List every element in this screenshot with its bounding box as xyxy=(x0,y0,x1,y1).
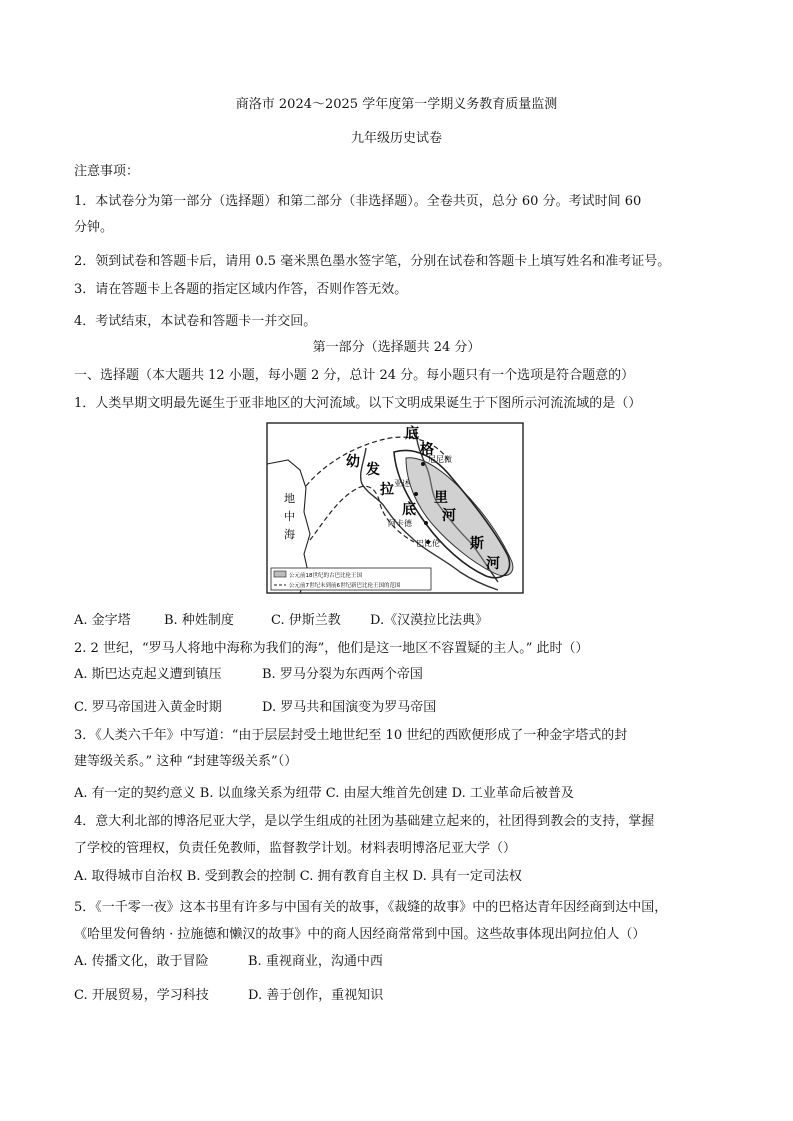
part1-heading: 第一部分（选择题共 24 分） xyxy=(312,340,481,355)
legend-label-new: 公元前7世纪末到前6世纪新巴比伦王国的范围 xyxy=(289,583,401,589)
q1-option-d: D.《汉漠拉比法典》 xyxy=(370,613,489,628)
question-1-stem: 1．人类早期文明最先诞生于亚非地区的大河流域。以下文明成果诞生于下图所示河流流域的是（） xyxy=(74,396,642,411)
map-label-you: 幼 xyxy=(346,454,360,470)
city-marker xyxy=(414,492,418,496)
q2-option-a: A. 斯巴达克起义遭到镇压 xyxy=(74,667,222,682)
q2-option-d: D. 罗马共和国演变为罗马帝国 xyxy=(262,700,437,715)
question-4-stem: 4．意大利北部的博洛尼亚大学，是以学生组成的社团为基础建立起来的，社团得到教会的支持，掌握 xyxy=(74,814,655,829)
map-label-he2: 河 xyxy=(486,556,500,572)
city-marker xyxy=(421,462,425,466)
map-label-li: 里 xyxy=(434,490,448,506)
q2-option-b: B. 罗马分裂为东西两个帝国 xyxy=(262,667,423,682)
exam-subtitle: 九年级历史试卷 xyxy=(350,131,442,146)
note-2: 2．领到试卷和答题卡后，请用 0.5 毫米黑色墨水签字笔，分别在试卷和答题卡上填写姓名和准考证号。 xyxy=(74,254,671,269)
note-1-cont: 分钟。 xyxy=(74,220,114,235)
map-label-zhong: 中 xyxy=(284,510,295,523)
question-3-stem: 3．《人类六千年》中写道：“由于层层封受土地世纪至 10 世纪的西欧便形成了一种金字塔式的封 xyxy=(74,728,628,743)
map-label-fa: 发 xyxy=(366,462,380,478)
note-3: 3．请在答题卡上各题的指定区域内作答，否则作答无效。 xyxy=(74,282,408,297)
legend-label-old: 公元前18世纪的古巴比伦王国 xyxy=(289,573,362,579)
map-label-akkad: 阿卡德 xyxy=(388,519,412,528)
question-5-stem-cont: 《哈里发何鲁纳 · 拉施德和懒汉的故事》中的商人因经商常常到中国。这些故事体现出阿拉伯人（） xyxy=(74,927,646,942)
part1-instructions: 一、选择题（本大题共 12 小题，每小题 2 分，总计 24 分。每小题只有一个选项是符合题意的） xyxy=(74,368,635,383)
q5-option-c: C. 开展贸易，学习科技 xyxy=(74,988,209,1003)
q1-option-c: C. 伊斯兰教 xyxy=(271,613,341,628)
q2-option-c: C. 罗马帝国进入黄金时期 xyxy=(74,700,222,715)
note-4: 4．考试结束，本试卷和答题卡一并交回。 xyxy=(74,314,317,329)
question-3-stem-cont: 建等级关系。” 这种 “封建等级关系”（） xyxy=(74,754,298,769)
map-label-babylon: 巴比伦 xyxy=(416,539,440,548)
question-4-stem-cont: 了学校的管理权，负责任免教师，监督教学计划。材料表明博洛尼亚大学（） xyxy=(74,841,517,856)
q5-option-d: D. 善于创作，重视知识 xyxy=(248,988,384,1003)
legend-swatch-old xyxy=(274,571,286,577)
mesopotamia-map xyxy=(266,422,524,594)
map-label-di3: 底 xyxy=(405,426,419,442)
map-label-nineveh: 尼尼微 xyxy=(428,455,452,464)
map-label-ge: 格 xyxy=(420,442,434,458)
map-label-he: 河 xyxy=(442,508,456,524)
note-1: 1．本试卷分为第一部分（选择题）和第二部分（非选择题）。全卷共页，总分 60 分。考试时间 60 xyxy=(74,194,642,209)
q1-option-b: B. 种姓制度 xyxy=(164,613,234,628)
q5-option-b: B. 重视商业，沟通中西 xyxy=(248,954,383,969)
map-label-di: 地 xyxy=(284,492,295,505)
map-label-assur: 亚述 xyxy=(394,479,410,488)
exam-title: 商洛市 2024～2025 学年度第一学期义务教育质量监测 xyxy=(235,97,558,112)
question-5-stem: 5．《一千零一夜》这本书里有许多与中国有关的故事，《裁缝的故事》中的巴格达青年因经商到达中国， xyxy=(74,900,668,915)
question-2-stem: 2. 2 世纪，“罗马人将地中海称为我们的海”，他们是这一地区不容置疑的主人。” 此时（） xyxy=(74,641,589,656)
q4-options: A. 取得城市自治权 B. 受到教会的控制 C. 拥有教育自主权 D. 具有一定司法权 xyxy=(74,869,522,884)
map-label-di2: 底 xyxy=(402,502,416,518)
notes-heading: 注意事项： xyxy=(74,164,140,179)
city-marker xyxy=(424,521,428,525)
map-label-hai: 海 xyxy=(284,528,295,541)
map-label-si: 斯 xyxy=(470,536,484,552)
map-label-la: 拉 xyxy=(380,482,394,498)
q3-options: A. 有一定的契约意义 B. 以血缘关系为纽带 C. 由屋大维首先创建 D. 工业革命后被普及 xyxy=(74,786,574,801)
q1-option-a: A. 金字塔 xyxy=(74,613,131,628)
q5-option-a: A. 传播文化，敢于冒险 xyxy=(74,954,209,969)
